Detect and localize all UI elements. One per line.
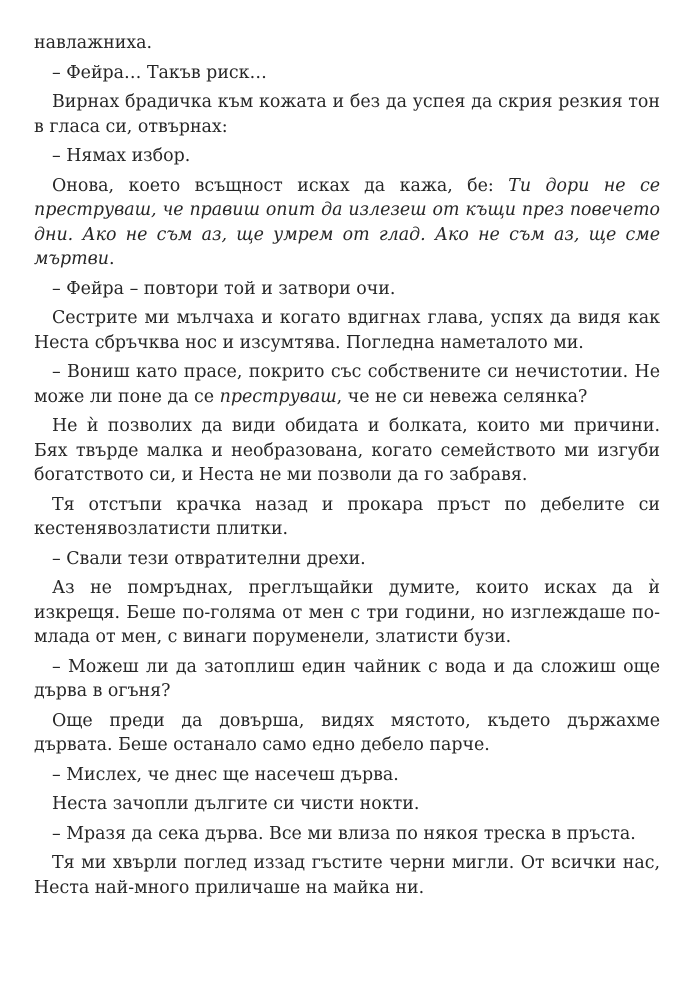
paragraph-13: – Можеш ли да затоплиш един чайник с вода и да сложиш още дърва в огъня?	[34, 656, 660, 701]
italic-thought: Ти дори не се преструваш, че правиш опит да излезеш от къщи през повечето дни. Ако не съм аз, ще умрем от глад. Ако не съм аз, ще сме мъртви	[34, 175, 660, 269]
italic-word: преструваш	[219, 386, 337, 407]
paragraph-7: Сестрите ми мълчаха и когато вдигнах глава, успях да видя как Неста сбръчква нос и изсумтява. Погледна наметалото ми.	[34, 308, 660, 353]
paragraph-10: Тя отстъпи крачка назад и прокара пръст по дебелите си кестенявозлатисти плитки.	[34, 494, 660, 539]
book-page	[34, 31, 660, 900]
paragraph-6: – Фейра – повтори той и затвори очи.	[52, 278, 396, 299]
paragraph-1: навлажниха.	[34, 33, 153, 53]
paragraph-9: Не ѝ позволих да види обидата и болката, които ми причини. Бях твърде малка и необразована, когато семейството ми изгуби богатството си, и Неста не ми позволи да го забравя.	[34, 416, 660, 485]
paragraph-2: – Фейра… Такъв риск…	[52, 62, 267, 83]
paragraph-8: – Вониш като прасе, покрито със собствените си нечистотии. Не може ли поне да се преструваш, че не си невежа селянка?	[34, 362, 660, 407]
paragraph-11: – Свали тези отвратителни дрехи.	[52, 548, 366, 569]
paragraph-14: Още преди да довърша, видях мястото, където държахме дървата. Беше останало само едно дебело парче.	[34, 710, 660, 755]
paragraph-18: Тя ми хвърли поглед иззад гъстите черни мигли. От всички нас, Неста най-много приличаше на майка ни.	[34, 853, 660, 898]
paragraph-5: Онова, което всъщност исках да кажа, бе: Ти дори не се преструваш, че правиш опит да излезеш от къщи през повечето дни. Ако не съм аз, ще умрем от глад. Ако не съм аз, ще сме мъртви.	[34, 175, 660, 269]
paragraph-15: – Мислех, че днес ще насечеш дърва.	[52, 764, 399, 785]
paragraph-12: Аз не помръднах, преглъщайки думите, които исках да ѝ изкрещя. Беше по-голяма от мен с три години, но изглеждаше по-млада от мен, с винаги поруменели, златисти бузи.	[34, 578, 660, 647]
paragraph-16: Неста зачопли дългите си чисти нокти.	[52, 794, 420, 814]
paragraph-3: Вирнах брадичка към кожата и без да успея да скрия резкия тон в гласа си, отвърнах:	[34, 92, 660, 137]
paragraph-17: – Мразя да сека дърва. Все ми влиза по някоя треска в пръста.	[52, 823, 636, 844]
paragraph-4: – Нямах избор.	[52, 146, 191, 166]
